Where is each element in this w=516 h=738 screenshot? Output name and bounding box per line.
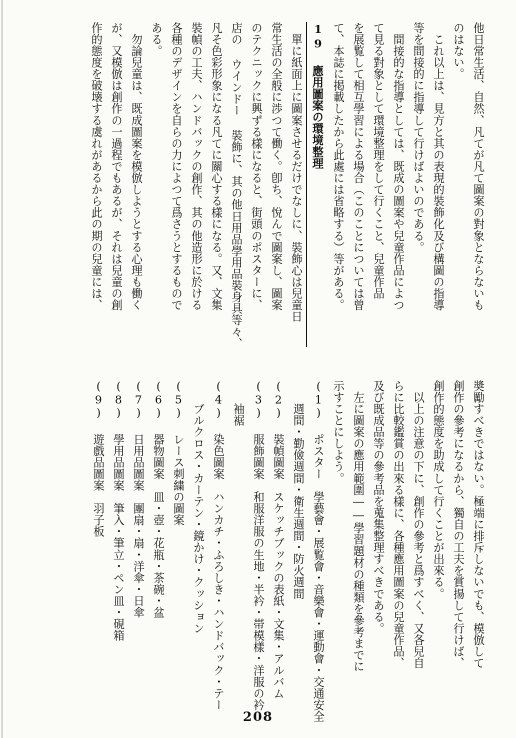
text-line: これ以上は、見方と其の表現的裝飾化及び構圖の指導 xyxy=(432,22,445,311)
list-item: (1) ポスター 學藝會・展覧會・音樂會・運動會・交通安全 xyxy=(312,380,325,723)
text-line: て見る對象として環境整理をして行くこと、兒童作品 xyxy=(372,22,385,300)
text-line: 店の ウインドー 裝飾に、其の他日用品學用品裝身具等々、 xyxy=(230,22,243,349)
list-item: (8) 學用品圖案 筆入・筆立・ペン皿・硯箱 xyxy=(112,380,125,642)
text-line: 凡そ色彩形象になる凡てに關心する樣になる。又、文集 xyxy=(210,22,223,311)
text-line: のはない。 xyxy=(452,22,465,80)
text-line: のテクニックに興ずる樣になると、街頭のポスターに、 xyxy=(250,22,263,311)
text-line: らに比較鑑賞の出來る樣に、各種應用圖案の兒童作品、 xyxy=(392,380,405,669)
text-line: を展覧して相互學習による場合（このことについては曾 xyxy=(352,22,365,311)
list-item: (4) 染色圖案 ハンカチ・ふろしき・ハンドバック・テー xyxy=(212,380,225,711)
list-item: (2) 裝幀圖案 スケッチブックの表紙・文集・アルバム xyxy=(272,380,285,700)
list-item-continued: ブルクロス・カーテン・鏡かけ・クッション xyxy=(192,380,205,635)
text-line: 以上の注意の下に、創作の參考と爲すべく、又各兒自 xyxy=(412,380,425,669)
upper-text-block xyxy=(86,22,488,347)
list-item: (9) 遊戲品圖案 羽子板 xyxy=(92,380,105,538)
text-line: 奬勵すべきではない。極端に排斥しないでも、模倣して xyxy=(472,380,485,669)
list-item: (6) 器物圖案 皿・壺・花瓶・茶碗・盆 xyxy=(152,380,165,619)
text-line: が、又模倣は創作の一過程でもあるが、それは兒童の創 xyxy=(110,22,123,311)
list-item: (7) 日用品圖案 團扇・扇・洋傘・日傘 xyxy=(132,380,145,619)
list-item: (5) レース刺繍の圖案 xyxy=(172,380,185,526)
list-item: (3) 服飾圖案 和服洋服の生地・半衿・帯模樣・洋服の衿 xyxy=(252,380,265,711)
text-line: 他日常生活、自然、凡てが凡て圖案の對象とならないも xyxy=(472,22,485,311)
text-line: 常生活の全般に渉つて働く。卽ち、悅んで圖案し、圖案 xyxy=(270,22,283,311)
text-line: 左に圖案の應用範圍――學習題材の種類を參考までに xyxy=(352,380,365,673)
text-line: ある。 xyxy=(150,22,163,57)
text-line: 勿論兒童は、既成圖案を模倣しようとする心理も働く xyxy=(130,22,143,311)
text-line: 等を間接的に指導して行けばよいのである。 xyxy=(412,22,425,253)
text-line: 作的態度を破壊する虞れがあるから此の期の兒童には、 xyxy=(90,22,103,311)
text-line: 及び既成品等の參考品を蒐集整理すべきである。 xyxy=(372,380,385,635)
list-item-continued: 週間・勤儉週間・衛生週間・防火週間 xyxy=(292,380,305,600)
section-heading: 19 應用圖案の環境整理 xyxy=(306,22,328,347)
text-line: 裝幀の工夫、ハンドバックの創作、其の他造形に於ける xyxy=(190,22,203,311)
text-line: 各種のデザインを自らの力によつて爲さうとするもので xyxy=(170,22,183,311)
list-item-continued: 袖裾 xyxy=(232,380,245,427)
text-line: 間接的な指導としては、既成の圖案や兒童作品によつ xyxy=(392,22,405,311)
text-line: 創作的態度を助成して行くことが出來る。 xyxy=(432,380,445,600)
text-line: 示すことにしよう。 xyxy=(332,380,345,484)
text-line: 創作の參考になるから、獨自の工夫を賞揚して行けば、 xyxy=(452,380,465,669)
page-number: 208 xyxy=(242,710,274,725)
text-line: て、本誌に掲載したから此處には省略する）等がある。 xyxy=(332,22,345,311)
text-line: 單に紙面上に圖案させるだけでなしに、裝飾心は兒童日 xyxy=(290,22,303,323)
